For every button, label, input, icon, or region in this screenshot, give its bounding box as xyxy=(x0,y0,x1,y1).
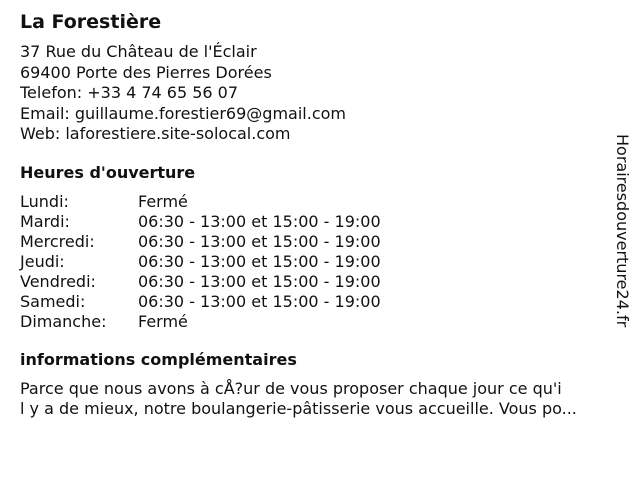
hours-row-mardi xyxy=(20,212,620,232)
hours-row-dimanche xyxy=(20,312,620,332)
hours-time: 06:30 - 13:00 et 15:00 - 19:00 xyxy=(138,231,381,251)
hours-day: Lundi: xyxy=(20,191,69,211)
street-address: 37 Rue du Château de l'Éclair xyxy=(20,42,257,61)
contact-block xyxy=(20,42,620,145)
hours-day: Mardi: xyxy=(20,211,70,231)
hours-time: 06:30 - 13:00 et 15:00 - 19:00 xyxy=(138,291,381,311)
info-text-line-1: Parce que nous avons à cÅ?ur de vous proposer chaque jour ce qu'i xyxy=(20,378,562,398)
hours-time: Fermé xyxy=(138,311,188,331)
hours-row-jeudi xyxy=(20,252,620,272)
email-text: Email: guillaume.forestier69@gmail.com xyxy=(20,103,346,123)
hours-day: Vendredi: xyxy=(20,271,96,291)
hours-day: Samedi: xyxy=(20,291,86,311)
hours-day: Jeudi: xyxy=(20,251,65,271)
hours-time: 06:30 - 13:00 et 15:00 - 19:00 xyxy=(138,211,381,231)
hours-heading: Heures d'ouverture xyxy=(20,162,196,182)
business-name: La Forestière xyxy=(20,11,162,33)
hours-day: Mercredi: xyxy=(20,231,95,251)
hours-day: Dimanche: xyxy=(20,311,107,331)
web-text: Web: laforestiere.site-solocal.com xyxy=(20,124,291,143)
hours-time: 06:30 - 13:00 et 15:00 - 19:00 xyxy=(138,251,381,271)
phone-text: Telefon: +33 4 74 65 56 07 xyxy=(20,83,239,102)
hours-row-vendredi xyxy=(20,272,620,292)
hours-time: Fermé xyxy=(138,191,188,211)
site-brand-watermark: Horairesdouverture24.fr xyxy=(613,134,632,328)
hours-row-samedi xyxy=(20,292,620,312)
business-card xyxy=(20,10,620,419)
info-heading: informations complémentaires xyxy=(20,349,297,369)
hours-row-lundi xyxy=(20,192,620,212)
info-text-line-2: l y a de mieux, notre boulangerie-pâtisserie vous accueille. Vous po... xyxy=(20,398,577,418)
hours-table xyxy=(20,192,620,332)
city-address: 69400 Porte des Pierres Dorées xyxy=(20,62,272,82)
hours-time: 06:30 - 13:00 et 15:00 - 19:00 xyxy=(138,271,381,291)
hours-row-mercredi xyxy=(20,232,620,252)
